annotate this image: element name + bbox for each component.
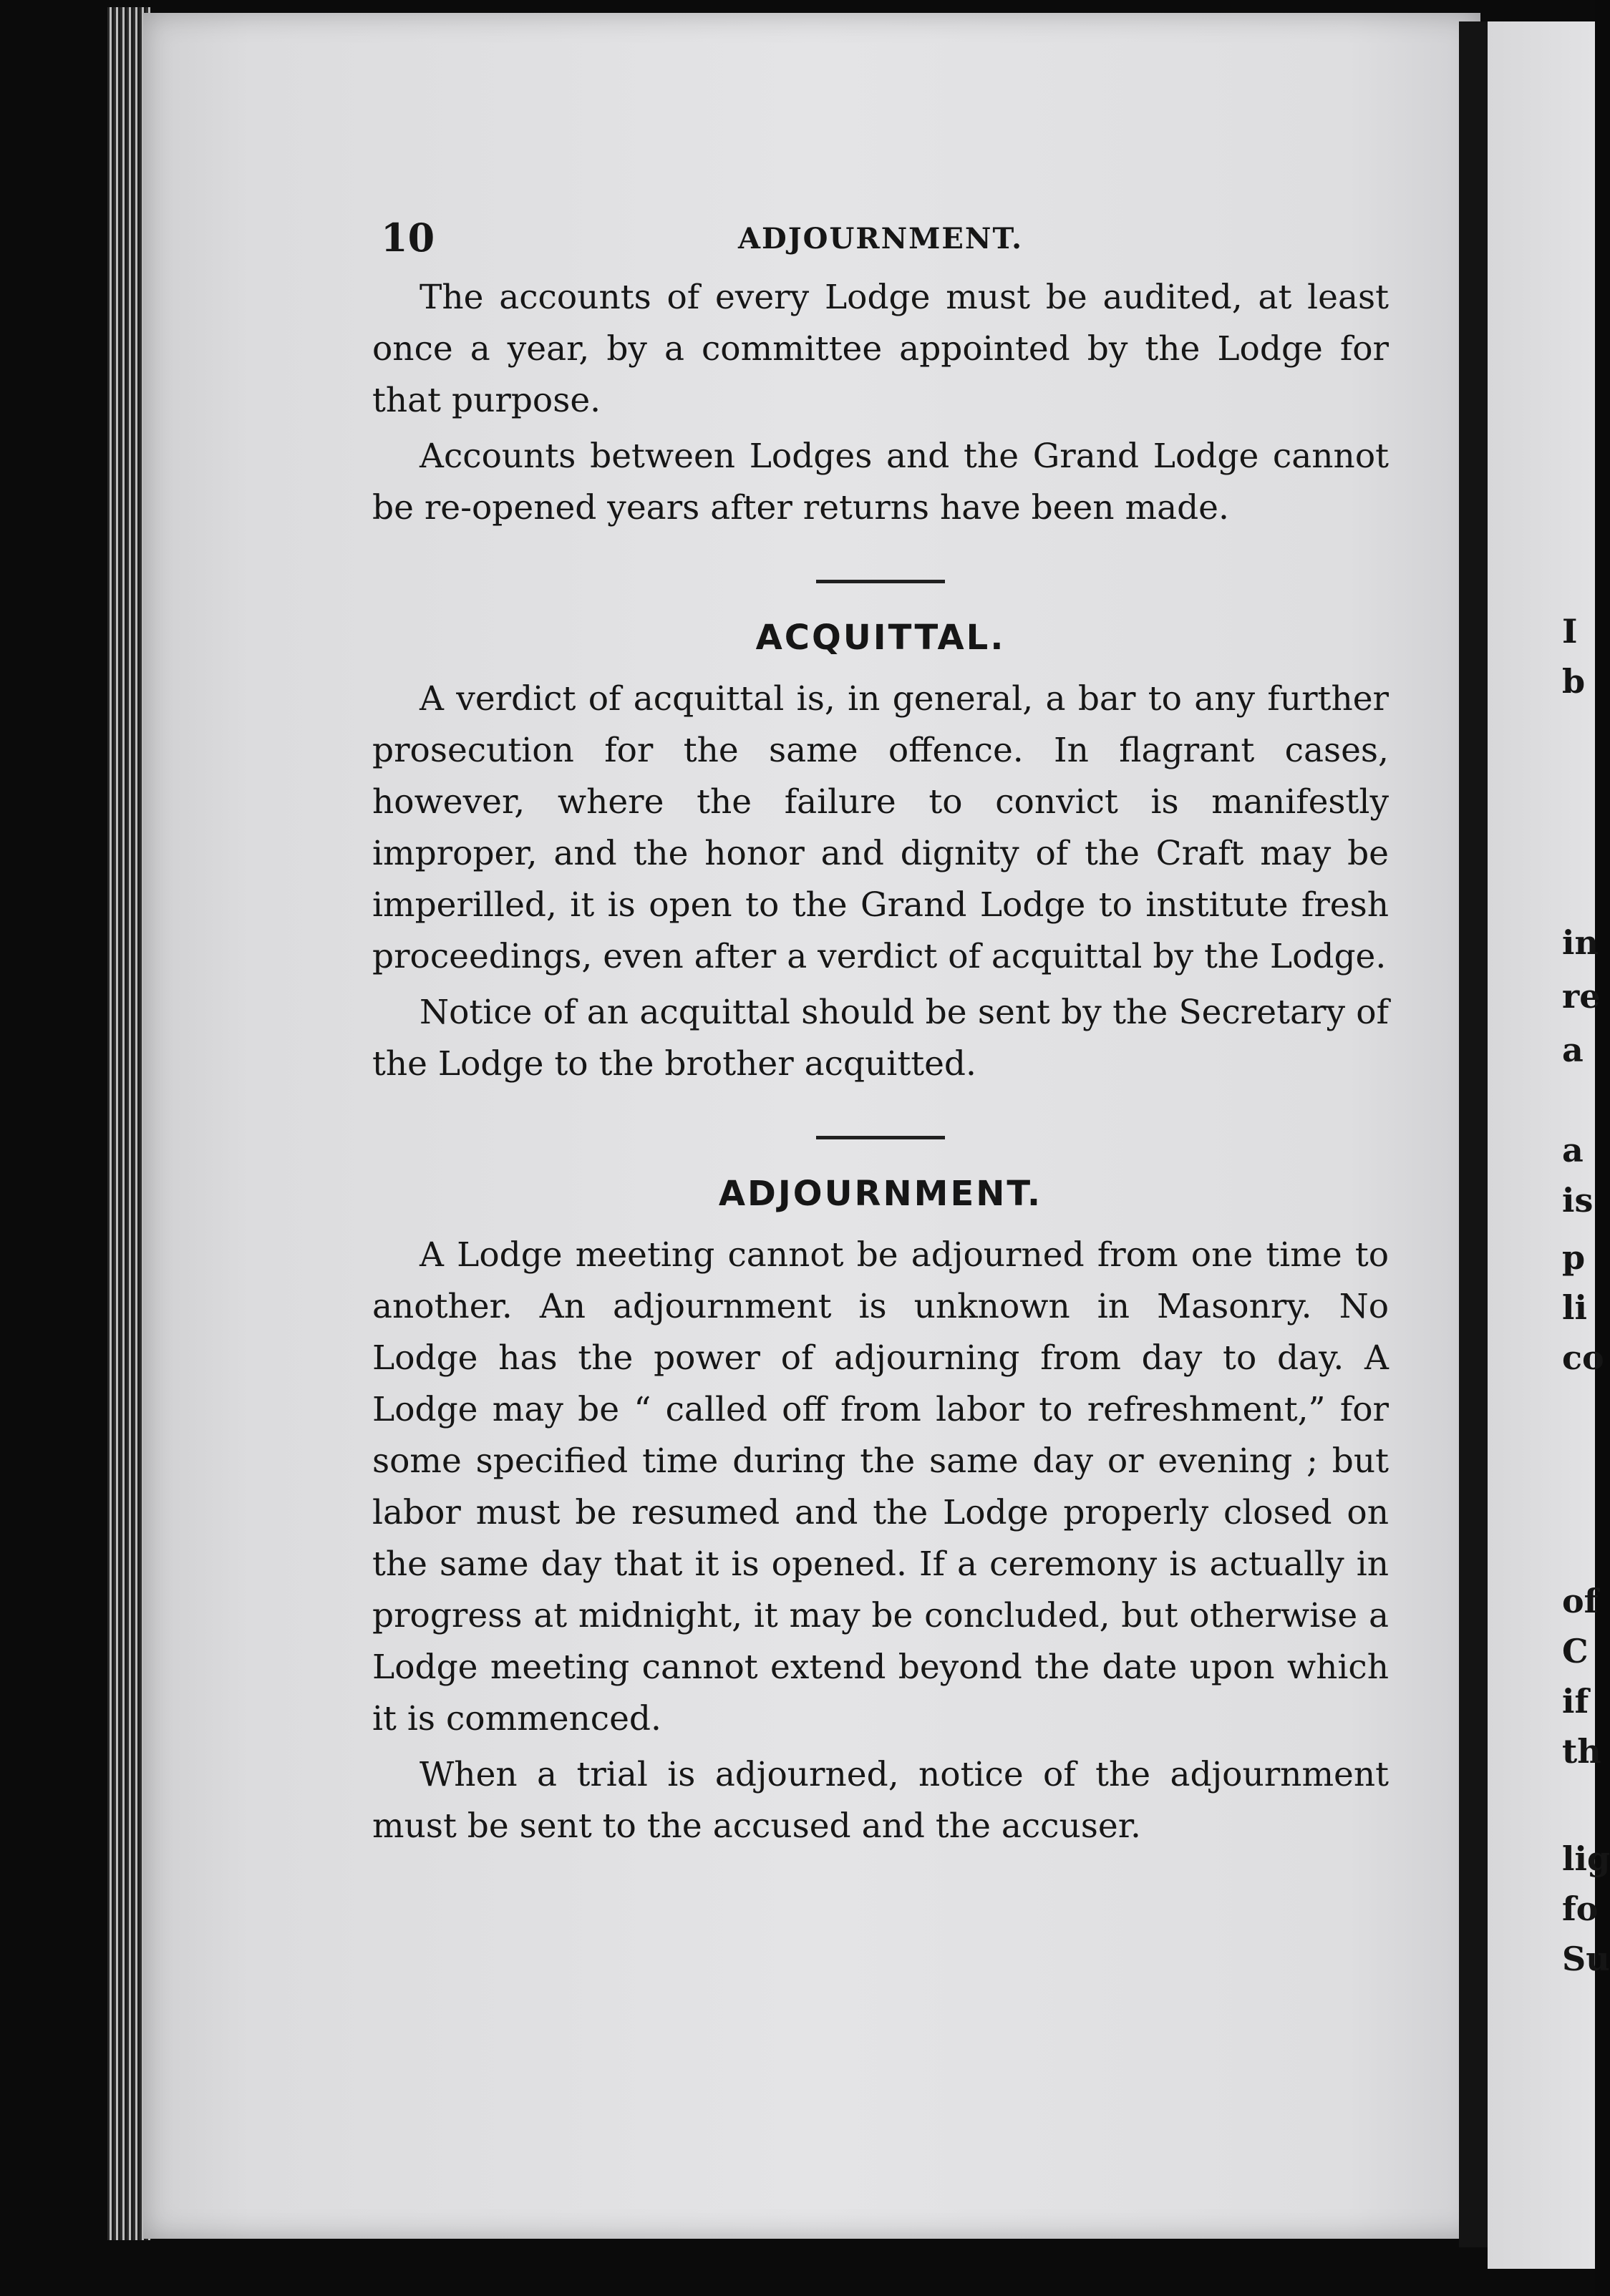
next-page-fragment: in <box>1562 923 1599 962</box>
paragraph: Accounts between Lodges and the Grand Lodge cannot be re-opened years after returns have been made. <box>372 437 1389 527</box>
section-heading: ACQUITTAL. <box>755 618 1006 658</box>
next-page-fragment: is <box>1562 1181 1594 1220</box>
next-page-fragment: Su <box>1562 1940 1610 1978</box>
next-page-fragment: a <box>1562 1131 1584 1169</box>
next-page-fragment: if <box>1562 1682 1589 1721</box>
next-page-fragment: th <box>1562 1732 1601 1771</box>
page-content <box>372 193 1389 1857</box>
next-page-fragment: a <box>1562 1031 1584 1069</box>
paragraph: When a trial is adjourned, notice of the adjournment must be sent to the accused and the accuser. <box>372 1755 1389 1846</box>
running-head <box>372 193 1389 272</box>
section-divider <box>816 580 945 583</box>
section-divider <box>816 1136 945 1139</box>
page-number: 10 <box>381 215 435 261</box>
next-page-fragment: li <box>1562 1288 1587 1327</box>
section-heading: ADJOURNMENT. <box>718 1174 1043 1214</box>
next-page-fragment: re <box>1562 977 1601 1016</box>
next-page-fragment: fo <box>1562 1889 1599 1928</box>
next-page-fragment: lig <box>1562 1839 1610 1878</box>
next-page-fragment: p <box>1562 1238 1586 1277</box>
paragraph: A verdict of acquittal is, in general, a bar to any further prosecution for the same offence. In flagrant cases, however, where the failure to convict is manifestly improper, and the honor and dignity of the Craft may be imperilled, it is open to the Grand Lodge to institute fresh proceedings, even after a verdict of acquittal by the Lodge. <box>372 679 1389 976</box>
section-adjournment <box>372 1174 1389 1852</box>
running-title: ADJOURNMENT. <box>737 222 1024 256</box>
paragraph: Notice of an acquittal should be sent by the Secretary of the Lodge to the brother acquitted. <box>372 993 1389 1084</box>
book-gutter <box>1459 21 1488 2247</box>
next-page-fragment: of <box>1562 1582 1599 1620</box>
next-page-fragment: I <box>1562 612 1578 651</box>
paragraph: The accounts of every Lodge must be audited, at least once a year, by a committee appointed by the Lodge for that purpose. <box>372 278 1389 420</box>
section-accounts <box>372 272 1389 534</box>
next-page-fragment: b <box>1562 662 1586 701</box>
next-page-fragment: C <box>1562 1632 1589 1670</box>
paragraph: A Lodge meeting cannot be adjourned from one time to another. An adjournment is unknown in Masonry. No Lodge has the power of adjourning from day to day. A Lodge may be “ called off from labor to refreshment,” for some specified time during the same day or evening ; but labor must be resumed and the Lodge properly closed on the same day that it is opened. If a ceremony is actually in progress at midnight, it may be concluded, but otherwise a Lodge meeting cannot extend beyond the date upon which it is commenced. <box>372 1235 1389 1738</box>
section-acquittal <box>372 618 1389 1090</box>
next-page-fragment: co <box>1562 1338 1604 1377</box>
